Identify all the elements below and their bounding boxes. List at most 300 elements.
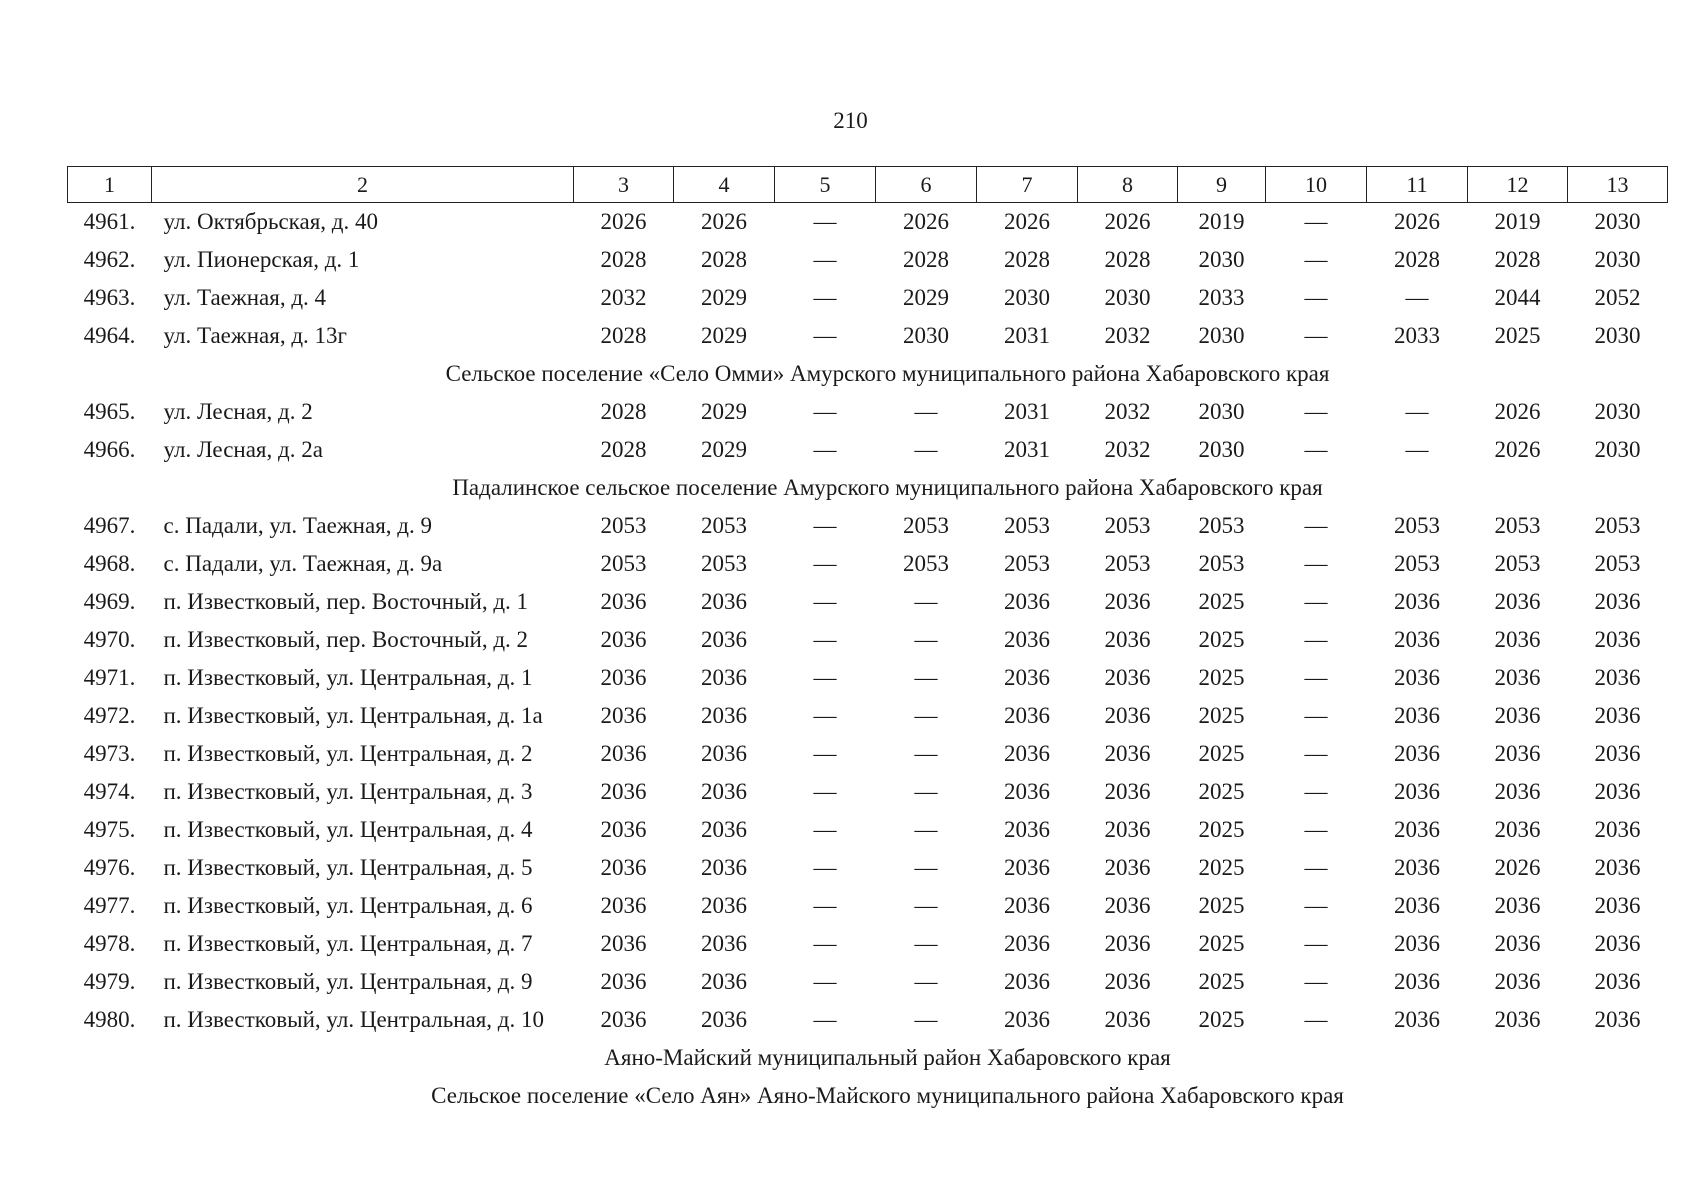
year-cell: 2025 bbox=[1198, 627, 1245, 652]
section-heading: Сельское поселение «Село Аян» Аяно-Майского муниципального района Хабаровского края bbox=[431, 1083, 1344, 1108]
column-number: 2 bbox=[152, 167, 574, 203]
page-number: 210 bbox=[833, 108, 868, 133]
table-row bbox=[68, 925, 1668, 963]
row-number: 4969. bbox=[83, 589, 136, 614]
column-number: 10 bbox=[1266, 167, 1367, 203]
year-cell: 2036 bbox=[1104, 855, 1151, 880]
column-number: 12 bbox=[1468, 167, 1568, 203]
year-cell: 2036 bbox=[1394, 855, 1440, 880]
table-row bbox=[68, 811, 1668, 849]
year-cell: 2036 bbox=[1594, 817, 1641, 842]
year-cell: — bbox=[813, 665, 837, 690]
year-cell: 2025 bbox=[1198, 969, 1245, 994]
year-cell: — bbox=[1405, 285, 1429, 310]
year-cell: 2036 bbox=[1104, 969, 1151, 994]
table-row bbox=[68, 887, 1668, 925]
year-cell: 2036 bbox=[701, 589, 747, 614]
year-cell: 2036 bbox=[1104, 703, 1151, 728]
year-cell: 2036 bbox=[701, 779, 747, 804]
year-cell: 2025 bbox=[1198, 817, 1245, 842]
year-cell: 2026 bbox=[1004, 209, 1050, 234]
table-row bbox=[68, 393, 1668, 431]
year-cell: 2036 bbox=[1594, 779, 1641, 804]
year-cell: 2029 bbox=[701, 285, 747, 310]
year-cell: — bbox=[914, 627, 938, 652]
row-number: 4979. bbox=[83, 969, 136, 994]
year-cell: 2036 bbox=[701, 969, 747, 994]
year-cell: 2025 bbox=[1198, 893, 1245, 918]
year-cell: — bbox=[1405, 437, 1429, 462]
address-cell: п. Известковый, ул. Центральная, д. 3 bbox=[163, 779, 533, 804]
year-cell: 2053 bbox=[1494, 551, 1541, 576]
year-cell: 2053 bbox=[1494, 513, 1541, 538]
year-cell: — bbox=[813, 779, 837, 804]
year-cell: 2036 bbox=[1594, 627, 1641, 652]
address-cell: п. Известковый, ул. Центральная, д. 4 bbox=[163, 817, 533, 842]
year-cell: 2036 bbox=[1594, 1007, 1641, 1032]
year-cell: — bbox=[914, 665, 938, 690]
year-cell: 2053 bbox=[1594, 551, 1641, 576]
year-cell: — bbox=[1304, 627, 1328, 652]
year-cell: 2036 bbox=[1394, 589, 1440, 614]
year-cell: 2036 bbox=[1394, 627, 1440, 652]
year-cell: 2053 bbox=[903, 551, 949, 576]
year-cell: 2036 bbox=[701, 893, 747, 918]
year-cell: 2036 bbox=[1104, 741, 1151, 766]
register-table bbox=[67, 166, 1668, 1115]
year-cell: 2030 bbox=[1198, 399, 1245, 424]
address-cell: п. Известковый, ул. Центральная, д. 1 bbox=[163, 665, 533, 690]
year-cell: 2036 bbox=[701, 931, 747, 956]
year-cell: 2029 bbox=[903, 285, 949, 310]
year-cell: 2036 bbox=[600, 779, 647, 804]
year-cell: 2036 bbox=[1494, 741, 1541, 766]
year-cell: 2028 bbox=[1394, 247, 1440, 272]
year-cell: 2026 bbox=[1494, 855, 1541, 880]
row-number: 4967. bbox=[83, 513, 136, 538]
year-cell: 2036 bbox=[1594, 931, 1641, 956]
address-cell: п. Известковый, ул. Центральная, д. 5 bbox=[163, 855, 533, 880]
address-cell: ул. Лесная, д. 2а bbox=[163, 437, 323, 462]
year-cell: 2053 bbox=[600, 551, 647, 576]
year-cell: 2052 bbox=[1594, 285, 1641, 310]
year-cell: — bbox=[813, 627, 837, 652]
year-cell: 2025 bbox=[1198, 589, 1245, 614]
year-cell: 2026 bbox=[1104, 209, 1151, 234]
row-number: 4965. bbox=[83, 399, 136, 424]
year-cell: — bbox=[813, 513, 837, 538]
address-cell: п. Известковый, ул. Центральная, д. 6 bbox=[163, 893, 533, 918]
year-cell: — bbox=[1304, 665, 1328, 690]
table-row bbox=[68, 545, 1668, 583]
column-number: 5 bbox=[775, 167, 876, 203]
address-cell: п. Известковый, ул. Центральная, д. 9 bbox=[163, 969, 533, 994]
year-cell: 2053 bbox=[903, 513, 949, 538]
year-cell: 2036 bbox=[600, 855, 647, 880]
year-cell: 2025 bbox=[1198, 855, 1245, 880]
year-cell: 2053 bbox=[1394, 513, 1440, 538]
year-cell: — bbox=[1304, 323, 1328, 348]
year-cell: 2036 bbox=[600, 931, 647, 956]
column-number: 6 bbox=[876, 167, 977, 203]
address-cell: п. Известковый, ул. Центральная, д. 2 bbox=[163, 741, 533, 766]
year-cell: 2031 bbox=[1004, 323, 1050, 348]
year-cell: — bbox=[1304, 969, 1328, 994]
year-cell: — bbox=[914, 1007, 938, 1032]
row-number: 4970. bbox=[83, 627, 136, 652]
year-cell: 2019 bbox=[1198, 209, 1245, 234]
year-cell: 2053 bbox=[1198, 551, 1245, 576]
year-cell: 2036 bbox=[1494, 969, 1541, 994]
year-cell: 2025 bbox=[1198, 665, 1245, 690]
year-cell: — bbox=[1304, 209, 1328, 234]
row-number: 4966. bbox=[83, 437, 136, 462]
year-cell: — bbox=[914, 817, 938, 842]
year-cell: 2028 bbox=[903, 247, 949, 272]
table-body bbox=[68, 167, 1668, 1116]
table-row bbox=[68, 431, 1668, 469]
year-cell: 2036 bbox=[1004, 969, 1050, 994]
year-cell: 2029 bbox=[701, 399, 747, 424]
year-cell: 2036 bbox=[1494, 779, 1541, 804]
year-cell: 2026 bbox=[1394, 209, 1440, 234]
row-number: 4961. bbox=[83, 209, 136, 234]
year-cell: 2036 bbox=[1394, 703, 1440, 728]
year-cell: 2030 bbox=[903, 323, 949, 348]
address-cell: ул. Таежная, д. 13г bbox=[163, 323, 347, 348]
year-cell: 2036 bbox=[1394, 741, 1440, 766]
year-cell: 2036 bbox=[1004, 779, 1050, 804]
year-cell: 2036 bbox=[600, 893, 647, 918]
year-cell: 2029 bbox=[701, 437, 747, 462]
year-cell: — bbox=[1304, 551, 1328, 576]
table-row bbox=[68, 735, 1668, 773]
year-cell: 2036 bbox=[600, 589, 647, 614]
table-row bbox=[68, 849, 1668, 887]
year-cell: 2030 bbox=[1198, 247, 1245, 272]
row-number: 4978. bbox=[83, 931, 136, 956]
year-cell: 2036 bbox=[1394, 969, 1440, 994]
row-number: 4975. bbox=[83, 817, 136, 842]
table-row bbox=[68, 317, 1668, 355]
address-cell: ул. Лесная, д. 2 bbox=[163, 399, 313, 424]
table-row bbox=[68, 279, 1668, 317]
year-cell: — bbox=[1304, 399, 1328, 424]
year-cell: — bbox=[1304, 893, 1328, 918]
year-cell: — bbox=[813, 855, 837, 880]
row-number: 4962. bbox=[83, 247, 136, 272]
year-cell: 2030 bbox=[1594, 323, 1641, 348]
year-cell: 2032 bbox=[1104, 437, 1151, 462]
year-cell: 2029 bbox=[701, 323, 747, 348]
year-cell: 2036 bbox=[1494, 893, 1541, 918]
year-cell: — bbox=[1304, 931, 1328, 956]
year-cell: 2036 bbox=[1594, 589, 1641, 614]
table-row bbox=[68, 659, 1668, 697]
year-cell: 2026 bbox=[1494, 399, 1541, 424]
year-cell: 2036 bbox=[1494, 1007, 1541, 1032]
year-cell: 2028 bbox=[600, 323, 647, 348]
section-heading: Сельское поселение «Село Омми» Амурского муниципального района Хабаровского края bbox=[445, 361, 1330, 386]
table-row bbox=[68, 697, 1668, 735]
year-cell: 2053 bbox=[1104, 551, 1151, 576]
year-cell: 2028 bbox=[1104, 247, 1151, 272]
year-cell: 2026 bbox=[903, 209, 949, 234]
year-cell: 2036 bbox=[701, 665, 747, 690]
year-cell: 2025 bbox=[1198, 741, 1245, 766]
year-cell: 2036 bbox=[1394, 817, 1440, 842]
address-cell: ул. Пионерская, д. 1 bbox=[163, 247, 360, 272]
row-number: 4976. bbox=[83, 855, 136, 880]
table-row bbox=[68, 203, 1668, 242]
year-cell: 2036 bbox=[1394, 1007, 1440, 1032]
year-cell: 2032 bbox=[600, 285, 647, 310]
year-cell: 2028 bbox=[1494, 247, 1541, 272]
year-cell: 2036 bbox=[701, 1007, 747, 1032]
year-cell: 2036 bbox=[701, 703, 747, 728]
year-cell: 2028 bbox=[701, 247, 747, 272]
table-row bbox=[68, 241, 1668, 279]
year-cell: 2030 bbox=[1594, 437, 1641, 462]
year-cell: — bbox=[914, 855, 938, 880]
year-cell: 2028 bbox=[600, 247, 647, 272]
section-heading-row bbox=[68, 355, 1668, 393]
year-cell: 2036 bbox=[1004, 589, 1050, 614]
year-cell: 2025 bbox=[1198, 1007, 1245, 1032]
year-cell: 2036 bbox=[1494, 931, 1541, 956]
column-number: 13 bbox=[1568, 167, 1668, 203]
year-cell: — bbox=[1304, 247, 1328, 272]
address-cell: п. Известковый, пер. Восточный, д. 2 bbox=[163, 627, 529, 652]
year-cell: — bbox=[813, 589, 837, 614]
year-cell: 2036 bbox=[1104, 589, 1151, 614]
year-cell: — bbox=[813, 1007, 837, 1032]
column-number: 11 bbox=[1367, 167, 1468, 203]
year-cell: 2036 bbox=[1594, 703, 1641, 728]
year-cell: 2053 bbox=[1004, 513, 1050, 538]
section-heading-row bbox=[68, 1039, 1668, 1077]
year-cell: 2036 bbox=[600, 627, 647, 652]
year-cell: 2036 bbox=[1494, 665, 1541, 690]
year-cell: — bbox=[813, 893, 837, 918]
row-number: 4968. bbox=[83, 551, 136, 576]
row-number: 4974. bbox=[83, 779, 136, 804]
year-cell: — bbox=[813, 247, 837, 272]
year-cell: 2053 bbox=[701, 551, 747, 576]
year-cell: 2053 bbox=[600, 513, 647, 538]
year-cell: 2053 bbox=[1594, 513, 1641, 538]
section-heading: Аяно-Майский муниципальный район Хабаровского края bbox=[604, 1045, 1171, 1070]
year-cell: 2036 bbox=[701, 741, 747, 766]
year-cell: 2053 bbox=[1004, 551, 1050, 576]
year-cell: 2036 bbox=[701, 627, 747, 652]
year-cell: 2036 bbox=[1004, 741, 1050, 766]
year-cell: 2036 bbox=[600, 969, 647, 994]
address-cell: с. Падали, ул. Таежная, д. 9а bbox=[163, 551, 443, 576]
year-cell: 2036 bbox=[1104, 627, 1151, 652]
year-cell: — bbox=[813, 399, 837, 424]
column-number-row bbox=[68, 167, 1668, 203]
address-cell: с. Падали, ул. Таежная, д. 9 bbox=[163, 513, 432, 538]
year-cell: 2053 bbox=[1104, 513, 1151, 538]
year-cell: 2036 bbox=[1594, 741, 1641, 766]
year-cell: 2053 bbox=[1198, 513, 1245, 538]
year-cell: — bbox=[813, 285, 837, 310]
year-cell: 2036 bbox=[600, 703, 647, 728]
year-cell: 2036 bbox=[1004, 1007, 1050, 1032]
year-cell: — bbox=[1304, 285, 1328, 310]
section-heading: Падалинское сельское поселение Амурского муниципального района Хабаровского края bbox=[452, 475, 1323, 500]
year-cell: 2036 bbox=[1494, 817, 1541, 842]
column-number: 4 bbox=[674, 167, 775, 203]
year-cell: — bbox=[914, 703, 938, 728]
year-cell: — bbox=[914, 969, 938, 994]
year-cell: 2036 bbox=[1004, 627, 1050, 652]
year-cell: — bbox=[914, 893, 938, 918]
table-row bbox=[68, 963, 1668, 1001]
year-cell: 2025 bbox=[1198, 703, 1245, 728]
year-cell: 2030 bbox=[1104, 285, 1151, 310]
year-cell: 2030 bbox=[1004, 285, 1050, 310]
address-cell: ул. Таежная, д. 4 bbox=[163, 285, 327, 310]
year-cell: 2036 bbox=[1394, 931, 1440, 956]
year-cell: 2036 bbox=[1104, 1007, 1151, 1032]
year-cell: — bbox=[813, 931, 837, 956]
row-number: 4980. bbox=[83, 1007, 136, 1032]
year-cell: — bbox=[914, 437, 938, 462]
row-number: 4964. bbox=[83, 323, 136, 348]
year-cell: — bbox=[914, 741, 938, 766]
year-cell: 2033 bbox=[1198, 285, 1245, 310]
year-cell: 2036 bbox=[1594, 665, 1641, 690]
year-cell: — bbox=[813, 437, 837, 462]
year-cell: 2019 bbox=[1494, 209, 1541, 234]
year-cell: 2036 bbox=[1394, 665, 1440, 690]
year-cell: 2036 bbox=[1594, 893, 1641, 918]
year-cell: — bbox=[914, 779, 938, 804]
year-cell: 2033 bbox=[1394, 323, 1440, 348]
row-number: 4972. bbox=[83, 703, 136, 728]
year-cell: — bbox=[813, 209, 837, 234]
year-cell: — bbox=[914, 399, 938, 424]
year-cell: — bbox=[813, 323, 837, 348]
year-cell: 2036 bbox=[600, 741, 647, 766]
year-cell: — bbox=[813, 969, 837, 994]
year-cell: 2036 bbox=[1594, 855, 1641, 880]
year-cell: — bbox=[1304, 703, 1328, 728]
year-cell: 2036 bbox=[701, 817, 747, 842]
year-cell: 2026 bbox=[1494, 437, 1541, 462]
year-cell: — bbox=[813, 817, 837, 842]
year-cell: — bbox=[1405, 399, 1429, 424]
year-cell: 2025 bbox=[1198, 779, 1245, 804]
table-row bbox=[68, 773, 1668, 811]
year-cell: 2036 bbox=[1104, 893, 1151, 918]
year-cell: 2030 bbox=[1594, 399, 1641, 424]
row-number: 4971. bbox=[83, 665, 136, 690]
year-cell: — bbox=[1304, 855, 1328, 880]
year-cell: 2036 bbox=[600, 1007, 647, 1032]
address-cell: п. Известковый, ул. Центральная, д. 1а bbox=[163, 703, 543, 728]
year-cell: 2053 bbox=[701, 513, 747, 538]
year-cell: 2036 bbox=[1004, 855, 1050, 880]
year-cell: 2036 bbox=[1104, 779, 1151, 804]
year-cell: 2036 bbox=[1004, 893, 1050, 918]
year-cell: — bbox=[1304, 741, 1328, 766]
section-heading-row bbox=[68, 469, 1668, 507]
row-number: 4977. bbox=[83, 893, 136, 918]
year-cell: 2025 bbox=[1198, 931, 1245, 956]
year-cell: 2031 bbox=[1004, 399, 1050, 424]
year-cell: — bbox=[1304, 513, 1328, 538]
year-cell: — bbox=[1304, 437, 1328, 462]
year-cell: 2036 bbox=[1004, 703, 1050, 728]
year-cell: 2032 bbox=[1104, 323, 1151, 348]
year-cell: 2036 bbox=[701, 855, 747, 880]
year-cell: 2036 bbox=[1494, 703, 1541, 728]
year-cell: 2026 bbox=[600, 209, 647, 234]
year-cell: 2036 bbox=[1104, 817, 1151, 842]
year-cell: 2028 bbox=[600, 399, 647, 424]
year-cell: — bbox=[1304, 817, 1328, 842]
address-cell: ул. Октябрьская, д. 40 bbox=[163, 209, 378, 234]
year-cell: — bbox=[1304, 1007, 1328, 1032]
year-cell: 2030 bbox=[1198, 323, 1245, 348]
year-cell: 2044 bbox=[1494, 285, 1541, 310]
year-cell: 2030 bbox=[1198, 437, 1245, 462]
address-cell: п. Известковый, пер. Восточный, д. 1 bbox=[163, 589, 529, 614]
address-cell: п. Известковый, ул. Центральная, д. 7 bbox=[163, 931, 533, 956]
year-cell: 2036 bbox=[1104, 665, 1151, 690]
year-cell: 2032 bbox=[1104, 399, 1151, 424]
year-cell: — bbox=[1304, 589, 1328, 614]
year-cell: 2053 bbox=[1394, 551, 1440, 576]
year-cell: 2028 bbox=[600, 437, 647, 462]
table-row bbox=[68, 583, 1668, 621]
year-cell: 2036 bbox=[600, 665, 647, 690]
row-number: 4973. bbox=[83, 741, 136, 766]
year-cell: 2030 bbox=[1594, 209, 1641, 234]
year-cell: — bbox=[914, 589, 938, 614]
year-cell: 2036 bbox=[1104, 931, 1151, 956]
column-number: 7 bbox=[977, 167, 1078, 203]
year-cell: 2036 bbox=[1394, 893, 1440, 918]
address-cell: п. Известковый, ул. Центральная, д. 10 bbox=[163, 1007, 544, 1032]
year-cell: 2036 bbox=[1494, 627, 1541, 652]
column-number: 9 bbox=[1178, 167, 1266, 203]
year-cell: — bbox=[813, 741, 837, 766]
year-cell: 2026 bbox=[701, 209, 747, 234]
year-cell: — bbox=[813, 703, 837, 728]
year-cell: 2036 bbox=[1004, 665, 1050, 690]
year-cell: — bbox=[813, 551, 837, 576]
column-number: 3 bbox=[574, 167, 674, 203]
year-cell: 2030 bbox=[1594, 247, 1641, 272]
column-number: 1 bbox=[68, 167, 152, 203]
year-cell: 2031 bbox=[1004, 437, 1050, 462]
row-number: 4963. bbox=[83, 285, 136, 310]
column-number: 8 bbox=[1078, 167, 1178, 203]
section-heading-row bbox=[68, 1077, 1668, 1115]
year-cell: 2036 bbox=[600, 817, 647, 842]
year-cell: — bbox=[1304, 779, 1328, 804]
year-cell: 2025 bbox=[1494, 323, 1541, 348]
table-row bbox=[68, 507, 1668, 545]
table-row bbox=[68, 1001, 1668, 1039]
year-cell: 2028 bbox=[1004, 247, 1050, 272]
year-cell: 2036 bbox=[1004, 817, 1050, 842]
year-cell: 2036 bbox=[1594, 969, 1641, 994]
